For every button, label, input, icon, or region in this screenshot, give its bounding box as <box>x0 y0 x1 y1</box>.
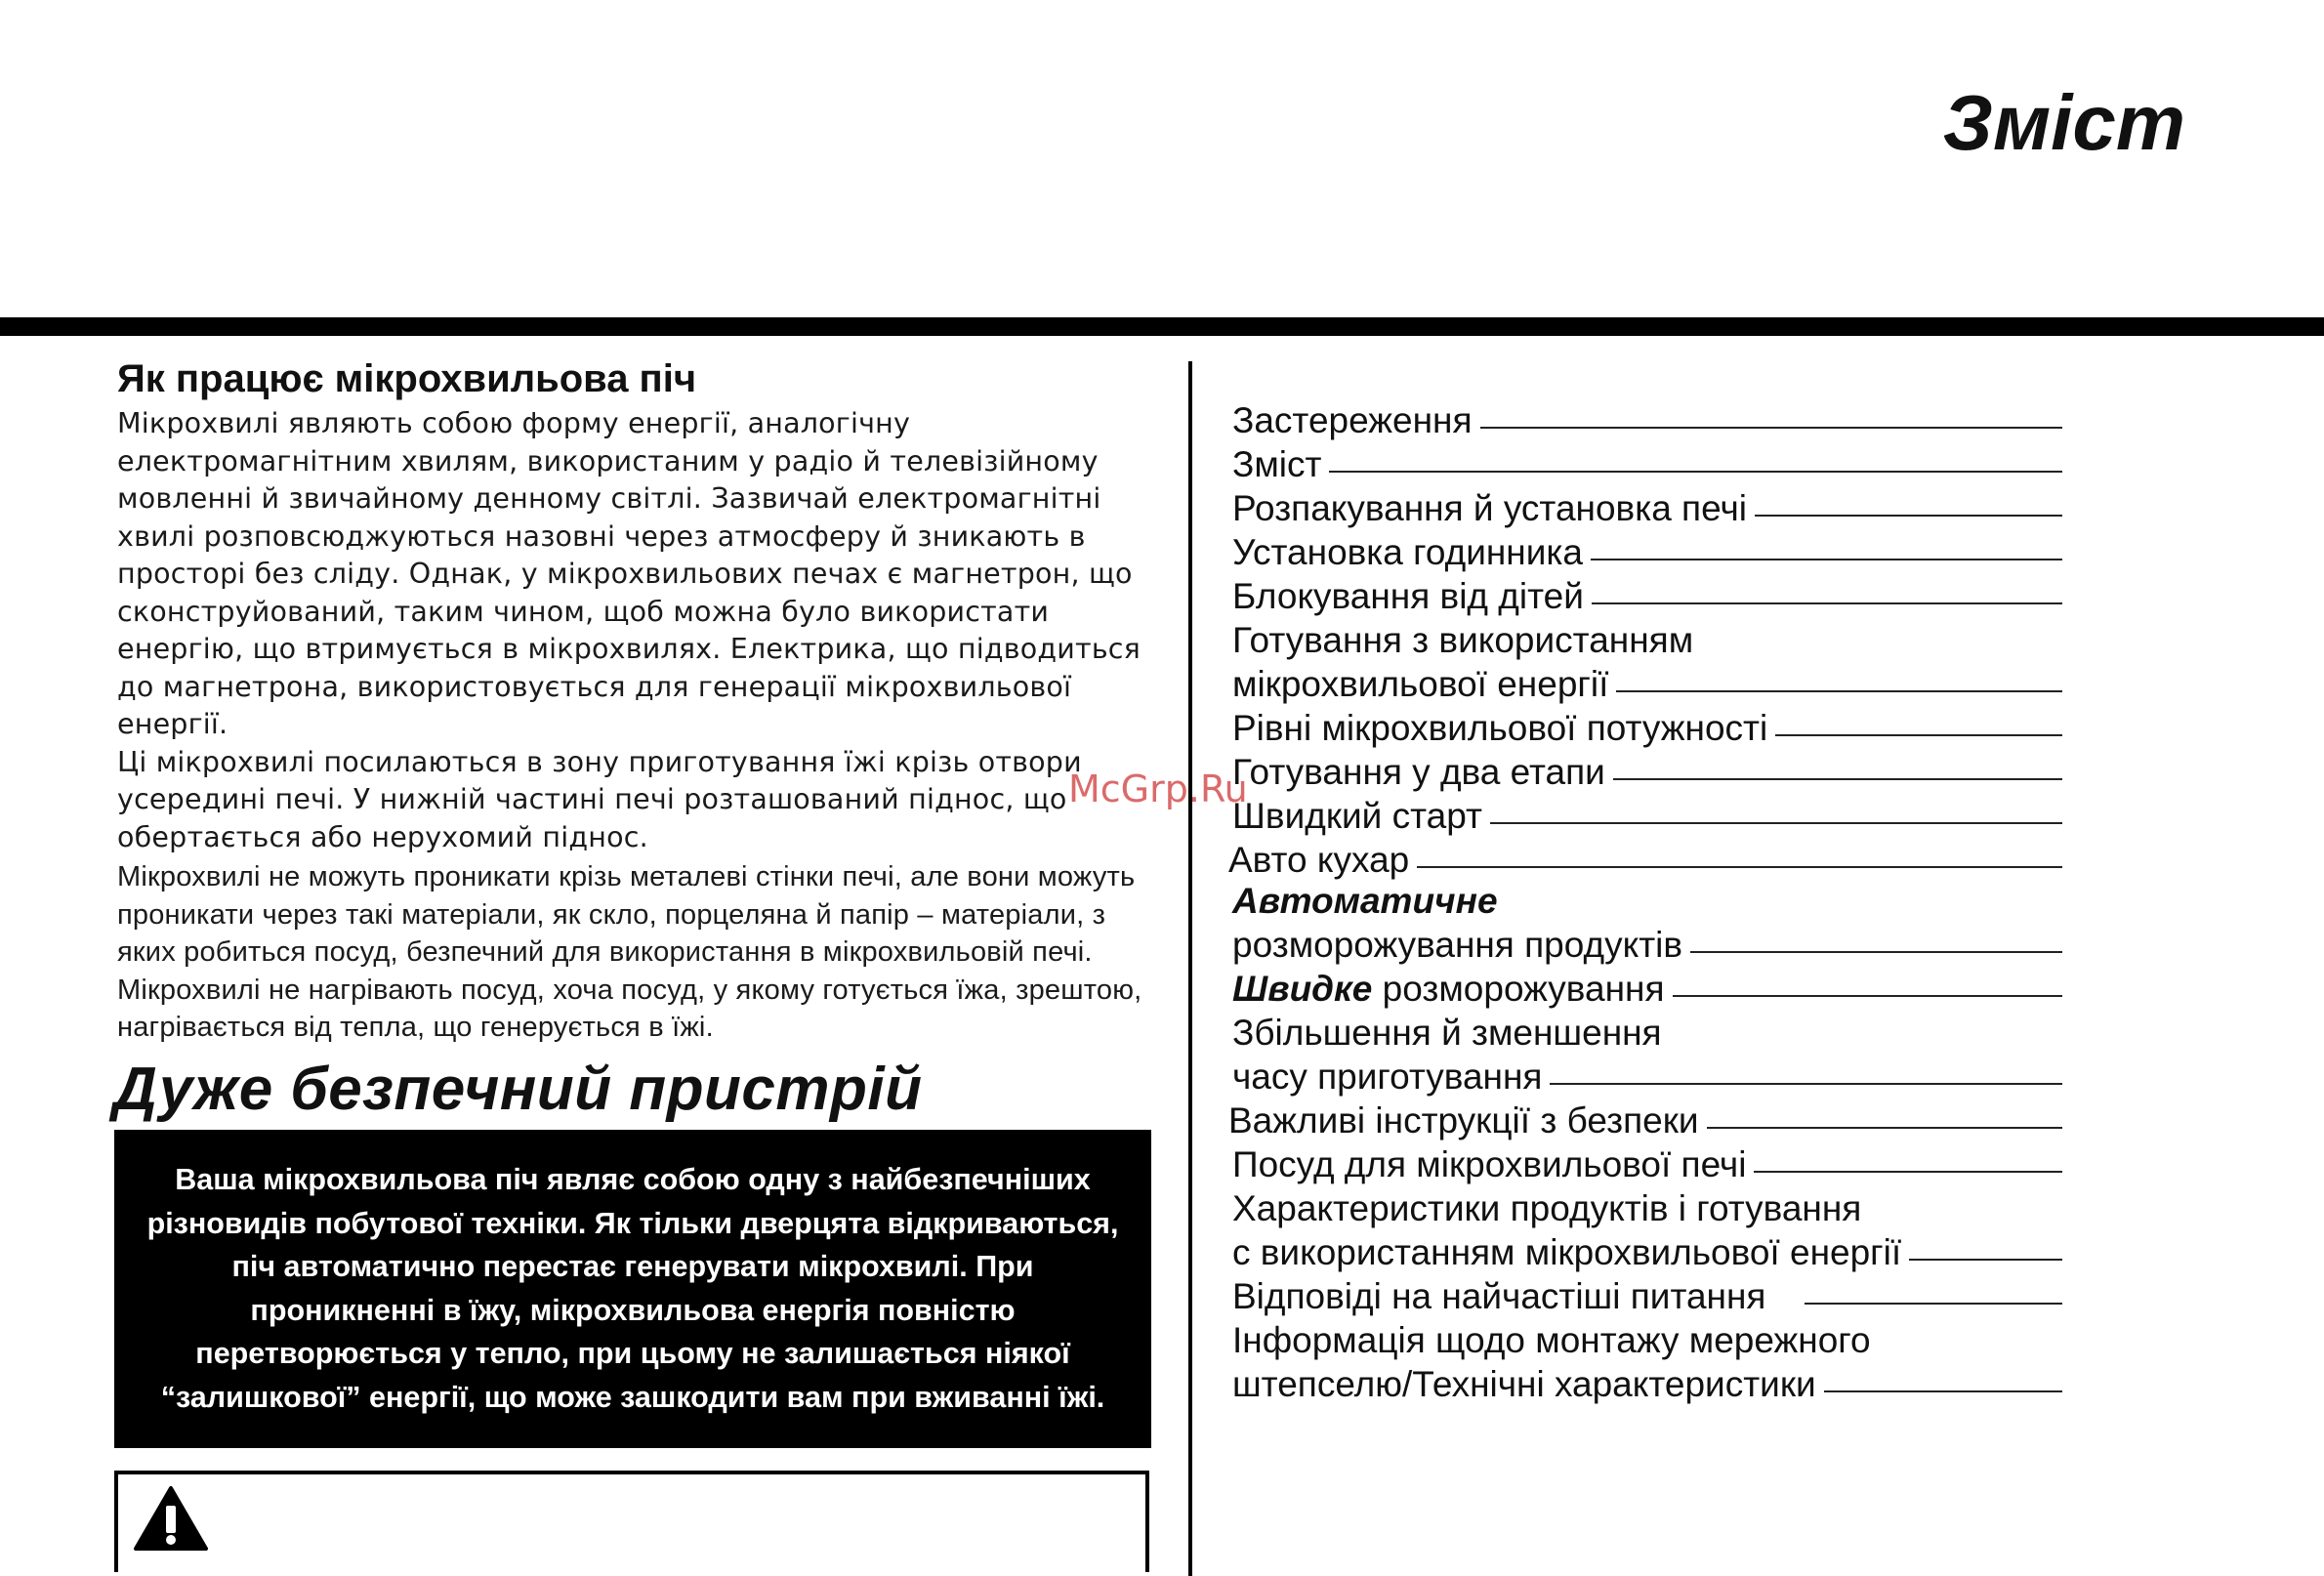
toc-item[interactable]: Збільшення й зменшення <box>1232 1013 1662 1053</box>
toc-item[interactable]: штепселю/Технічні характеристики <box>1232 1362 2062 1406</box>
toc-item[interactable]: Рівні мікрохвильової потужності <box>1232 706 2062 750</box>
toc-item[interactable]: Автоматичне <box>1232 881 1498 921</box>
safety-info-box <box>114 1130 1151 1448</box>
paragraph-2: Ці мікрохвилі посилаються в зону приготування їжі крізь отвори усередині печі. У нижній частині печі розташований піднос, що обертається або нерухомий піднос. <box>117 745 1082 853</box>
toc-item[interactable]: Зміст <box>1232 442 2062 486</box>
toc-item[interactable]: розморожування продуктів <box>1232 923 2062 967</box>
toc-item[interactable]: Готування у два етапи <box>1232 750 2062 794</box>
watermark: McGrp.Ru <box>1068 767 1248 810</box>
toc-item[interactable]: мікрохвильової енергії <box>1232 662 2062 706</box>
how-it-works-heading: Як працює мікрохвильова піч <box>117 357 697 400</box>
left-column <box>113 357 1172 1448</box>
toc-item[interactable]: часу приготування <box>1232 1055 2062 1099</box>
toc-item[interactable]: с використанням мікрохвильової енергії <box>1232 1230 2062 1274</box>
warning-box <box>114 1471 1149 1572</box>
toc-item[interactable]: Готування з використанням <box>1232 620 1694 660</box>
toc-item[interactable]: Блокування від дітей <box>1232 574 2062 618</box>
toc-item[interactable]: Характеристики продуктів і готування <box>1232 1188 1862 1228</box>
toc-item[interactable]: Важливі інструкції з безпеки <box>1228 1099 2062 1142</box>
toc-item[interactable]: Розпакування й установка печі <box>1232 486 2062 530</box>
toc-item[interactable]: Застереження <box>1232 398 2062 442</box>
toc-item[interactable]: Інформація щодо монтажу мережного <box>1232 1320 1871 1360</box>
warning-icon <box>132 1484 210 1553</box>
page-title: Зміст <box>1942 79 2185 166</box>
safe-device-heading: Дуже безпечний пристрій <box>113 1055 923 1123</box>
toc-item[interactable]: Авто кухар <box>1228 838 2062 882</box>
toc-item[interactable]: Установка годинника <box>1232 530 2062 574</box>
toc-item[interactable]: Відповіді на найчастіші питання <box>1232 1274 2062 1318</box>
toc-item[interactable]: Посуд для мікрохвильової печі <box>1232 1142 2062 1186</box>
toc-item[interactable]: Швидке розморожування <box>1232 967 2062 1011</box>
safety-text: Ваша мікрохвильова піч являє собою одну з найбезпечніших різновидів побутової техніки. Як тільки дверцята відкриваються, піч автоматично перестає генерувати мікрохвилі. При проникненні в їжу, мікрохвильова енергія повністю перетворюється у тепло, при цьому не залишається ніякої “залишкової” енергії, що може зашкодити вам при вживанні їжі. <box>146 1163 1119 1414</box>
header-rule <box>0 317 2324 336</box>
paragraph-3: Мікрохвилі не можуть проникати крізь металеві стінки печі, але вони можуть проникати через такі матеріали, як скло, порцеляна й папір – матеріали, з яких робиться посуд, безпечний для використання в мікрохвильовій печі. <box>117 861 1136 968</box>
column-divider <box>1188 361 1192 1576</box>
paragraph-4: Мікрохвилі не нагрівають посуд, хоча посуд, у якому готується їжа, зрештою, нагрівається від тепла, що генерується в їжі. <box>117 974 1142 1043</box>
toc-item[interactable]: Швидкий старт <box>1232 794 2062 838</box>
table-of-contents <box>1228 398 2062 1406</box>
paragraph-1: Мікрохвилі являють собою форму енергії, аналогічну електромагнітним хвилям, використаним у радіо й телевізійному мовленні й звичайному денному світлі. Зазвичай електромагнітні хвилі розповсюджуються назовні через атмосферу й зникають в просторі без сліду. Однак, у мікрохвильових печах є магнетрон, що сконструйований, таким чином, щоб можна було використати енергію, що втримується в мікрохвилях. Електрика, що підводиться до магнетрона, використовується для генерації мікрохвильової енергії. <box>117 407 1141 740</box>
